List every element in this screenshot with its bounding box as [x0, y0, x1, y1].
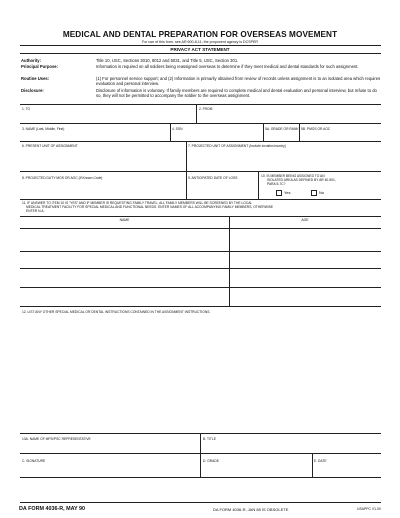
- special-instructions-field[interactable]: 12. LIST ANY OTHER SPECIAL MEDICAL OR DENTAL INSTRUCTIONS CONTAINED IN THE ASSIGNMENT INSTRUCTIONS.: [22, 310, 211, 314]
- grid-line: [263, 123, 264, 141]
- duty-mos-field[interactable]: [22, 176, 102, 180]
- grid-line: [20, 141, 381, 142]
- grid-line: [20, 433, 381, 434]
- edition-note: DA FORM 4036-R, JAN 85 IS OBSOLETE: [213, 507, 289, 512]
- pmos-aoc-field[interactable]: 5B. PMOS OR AOC: [301, 127, 331, 131]
- isolated-line: 10. IS MEMBER BEING ASSIGNED TO AN: [261, 174, 325, 178]
- title-field[interactable]: B. TITLE: [203, 437, 216, 441]
- grid-line: [20, 216, 381, 217]
- grid-line: [20, 306, 381, 307]
- duty-mos-label: 8. PROJECTED DUTY MOS OR AOC: [22, 176, 78, 180]
- item11-line: MEDICAL TREATMENT FACILITY FOR SPECIAL MEDICAL AND FUNCTIONAL NEEDS. ENTER NAMES OF ALL ACCOMPANYING FAMILY MEMBERS, OTHERWISE: [26, 205, 274, 210]
- privacy-act-heading: PRIVACY ACT STATEMENT: [170, 47, 230, 52]
- publisher-code: USAPPC V1.00: [357, 507, 381, 511]
- isolated-line: ISOLATED AREA AS DEFINED BY AR 40-501,: [267, 178, 336, 183]
- grade-rank-field[interactable]: 5A. GRADE OR RANK: [265, 127, 299, 131]
- form-number: DA FORM 4036-R, MAY 90: [19, 506, 86, 512]
- form-title: MEDICAL AND DENTAL PREPARATION FOR OVERSEAS MOVEMENT: [62, 30, 338, 39]
- grid-line: [229, 216, 230, 306]
- no-label: No: [319, 190, 325, 195]
- purpose-label: Principal Purpose:: [21, 64, 58, 69]
- signature-field[interactable]: C. SIGNATURE: [22, 459, 46, 463]
- grid-line: [20, 104, 381, 105]
- authority-label: Authority:: [21, 58, 42, 63]
- divider: [20, 53, 381, 54]
- table-row[interactable]: [20, 287, 381, 288]
- name-field[interactable]: 3. NAME (Last, Middle, First): [22, 127, 65, 131]
- representative-name-field[interactable]: 13A. NAME OF MPD/PSC REPRESENTATIVE: [22, 437, 91, 441]
- disclosure-label: Disclosure:: [21, 88, 44, 93]
- item11-line: ENTER N.A.: [26, 209, 45, 214]
- date-of-loss-field[interactable]: 9. ANTICIPATED DATE OF LOSS: [188, 176, 238, 180]
- yes-checkbox[interactable]: [276, 190, 282, 196]
- projected-unit-note: (Include location/country): [249, 144, 286, 148]
- authority-text: Title 10, USC, Sections 3010, 8012 and 5031, and Title 5, USC, Section 301.: [96, 58, 239, 63]
- from-field[interactable]: 2. FROM: [199, 107, 213, 111]
- grid-line: [20, 199, 381, 200]
- grid-line: [299, 123, 300, 141]
- family-members-instructions: [22, 201, 377, 213]
- grid-line: [20, 477, 381, 478]
- disclosure-text: Disclosure of information is voluntary. If family members are required to complete medical and dental evaluation and personal interview, but refuse to do so, they will not be permitted to accompany the soldier to the overseas assignment.: [96, 88, 377, 98]
- date-field[interactable]: E. DATE: [314, 459, 327, 463]
- grid-line: [170, 123, 171, 141]
- duty-mos-note: (If Known Code): [78, 176, 103, 180]
- grid-line: [20, 123, 381, 124]
- to-field[interactable]: 1. TO: [22, 107, 31, 111]
- projected-unit-label: 7. PROJECTED UNIT OF ASSIGNMENT: [188, 144, 249, 148]
- routine-uses-text: (1) For personnel service support; and (2) Information is primarily obtained from review of records unless assignment is to an isolated area which requires evaluation and personal interview.: [96, 76, 381, 86]
- ssn-field[interactable]: 4. SSN: [172, 127, 183, 131]
- present-unit-field[interactable]: 6. PRESENT UNIT OF ASSIGNMENT: [22, 144, 78, 148]
- grid-line: [20, 502, 381, 503]
- table-row[interactable]: [20, 268, 381, 269]
- grid-line: [20, 228, 381, 229]
- purpose-text: Information is required on all soldiers being reassigned overseas to determine if they meet medical and dental standards for such assignment.: [96, 64, 359, 69]
- grid-line: [196, 104, 197, 123]
- yes-label: Yes: [284, 190, 291, 195]
- no-checkbox[interactable]: [311, 190, 317, 196]
- grade-field[interactable]: D. GRADE: [203, 459, 219, 463]
- projected-unit-field[interactable]: [188, 144, 286, 148]
- form-subtitle: For use of this form, see AR 600-8-11; the proponent agency is DCSPER: [142, 40, 258, 44]
- isolated-area-question: [261, 174, 336, 186]
- grid-line: [20, 171, 381, 172]
- name-column-header: NAME: [119, 218, 130, 222]
- grid-line: [258, 171, 259, 199]
- age-column-header: AGE: [301, 218, 309, 222]
- divider: [20, 45, 381, 46]
- grid-line: [312, 453, 313, 477]
- item11-line: 11. IF ANSWER TO ITEM 10 IS "YES" AND IF MEMBER IS REQUESTING FAMILY TRAVEL, ALL FAMILY MEMBERS WILL BE SCREENED BY THE LOCAL: [22, 201, 253, 205]
- isolated-line: PARA 5-7C?: [267, 182, 286, 187]
- routine-uses-label: Routine Uses:: [21, 76, 50, 81]
- grid-line: [200, 433, 201, 477]
- grid-line: [20, 453, 381, 454]
- grid-line: [186, 171, 187, 199]
- grid-line: [186, 141, 187, 171]
- table-row[interactable]: [20, 251, 381, 252]
